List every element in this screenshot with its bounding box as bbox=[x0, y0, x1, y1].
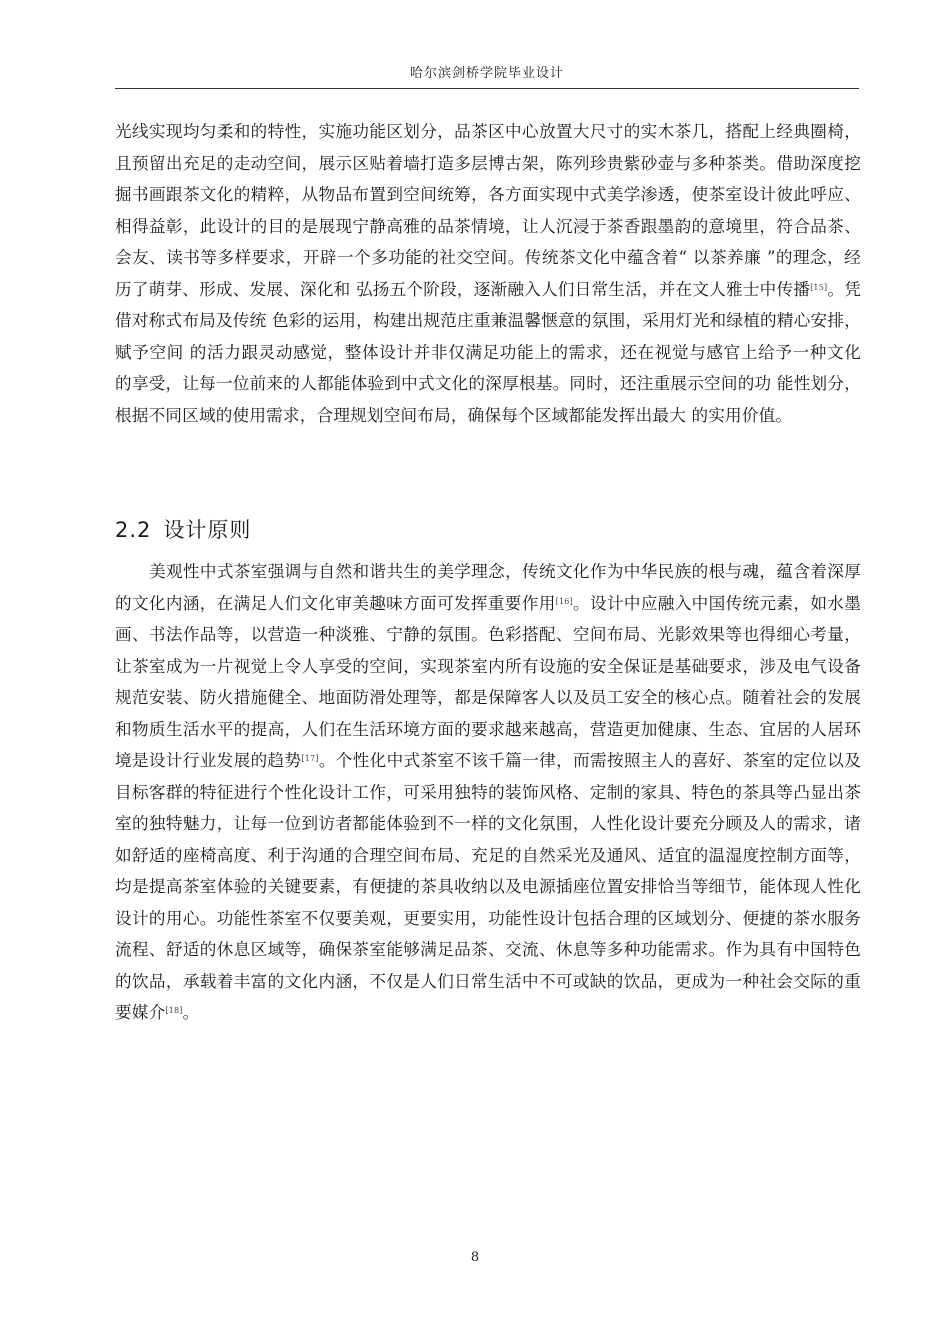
paragraph-2-text-c: 。个性化中式茶室不该千篇一律，而需按照主人的喜好、茶室的定位以及目标客群的特征进行个性化设计工作，可采用独特的装饰风格、定制的家具、特色的茶具等凸显出茶室的独特魅力，让每一位到访者都能体验到不一样的文化氛围，人性化设计要充分顾及人的需求，诸如舒适的座椅高度、利于沟通的合理空间布局、充足的自然采光及通风、适宜的温湿度控制方面等，均是提高茶室体验的关键要素，有便捷的茶具收纳以及电源插座位置安排恰当等细节，能体现人性化设计的用心。功能性茶室不仅要美观，更要实用，功能性设计包括合理的区域划分、便捷的茶水服务流程、舒适的休息区域等，确保茶室能够满足品茶、交流、休息等多种功能需求。作为具有中国特色的饮品，承载着丰富的文化内涵，不仅是人们日常生活中不可或缺的饮品，更成为一种社会交际的重要媒介 bbox=[115, 751, 862, 1022]
paragraph-2-text-a: 美观性中式茶室强调与自然和谐共生的美学理念，传统文化作为中华民族的根与魂，蕴含着深厚的文化内涵，在满足人们文化审美趣味方面可发挥重要作用 bbox=[115, 562, 861, 613]
citation-16: [16] bbox=[555, 596, 573, 606]
citation-18: [18] bbox=[165, 1006, 183, 1015]
section-heading bbox=[115, 514, 251, 544]
paragraph-2 bbox=[115, 556, 861, 1029]
page-number: 8 bbox=[470, 1250, 480, 1265]
paragraph-2-text-d: 。 bbox=[182, 1003, 200, 1022]
citation-17: [17] bbox=[301, 754, 319, 763]
page-header bbox=[115, 62, 859, 89]
citation-15: [15] bbox=[810, 282, 828, 292]
paragraph-2-text-b: 。设计中应融入中国传统元素，如水墨画、书法作品等，以营造一种淡雅、宁静的氛围。色彩搭配、空间布局、光影效果等也得细心考量，让茶室成为一片视觉上令人享受的空间，实现茶室内所有设施的安全保证是基础要求，涉及电气设备规范安装、防火措施健全、地面防滑处理等，都是保障客人以及员工安全的核心点。随着社会的发展和物质生活水平的提高，人们在生活环境方面的要求越来越高，营造更加健康、生态、宜居的人居环境是设计行业发展的趋势 bbox=[115, 593, 862, 770]
section-title: 设计原则 bbox=[163, 518, 252, 542]
paragraph-1 bbox=[115, 116, 861, 431]
header-title: 哈尔滨剑桥学院毕业设计 bbox=[409, 66, 564, 81]
section-number: 2.2 bbox=[115, 518, 152, 542]
paragraph-1-text-a: 光线实现均匀柔和的特性，实施功能区划分，品茶区中心放置大尺寸的实木茶几，搭配上经典圈椅，且预留出充足的走动空间，展示区贴着墙打造多层博古架，陈列珍贵紫砂壶与多种茶类。借助深度挖掘书画跟茶文化的精粹，从物品布置到空间统筹，各方面实现中式美学渗透，使茶室设计彼此呼应、相得益彰，此设计的目的是展现宁静高雅的品茶情境，让人沉浸于茶香跟墨韵的意境里，符合品茶、会友、读书等多样要求，开辟一个多功能的社交空间。传统茶文化中蕴含着“ 以茶养廉 ”的理念，经历了萌芽、形成、发展、深化和 弘扬五个阶段，逐渐融入人们日常生活，并在文人雅士中传播 bbox=[115, 122, 861, 299]
paragraph-1-text-b: 。凭借对称式布局及传统 色彩的运用，构建出规范庄重兼温馨惬意的氛围，采用灯光和绿植的精心安排，赋予空间 的活力跟灵动感觉，整体设计并非仅满足功能上的需求，还在视觉与感官上给予一种文化 的享受，让每一位前来的人都能体验到中式文化的深厚根基。同时，还注重展示空间的功 能性划分，根据不同区域的使用需求，合理规划空间布局，确保每个区域都能发挥出最大 的实用价值。 bbox=[115, 279, 861, 425]
